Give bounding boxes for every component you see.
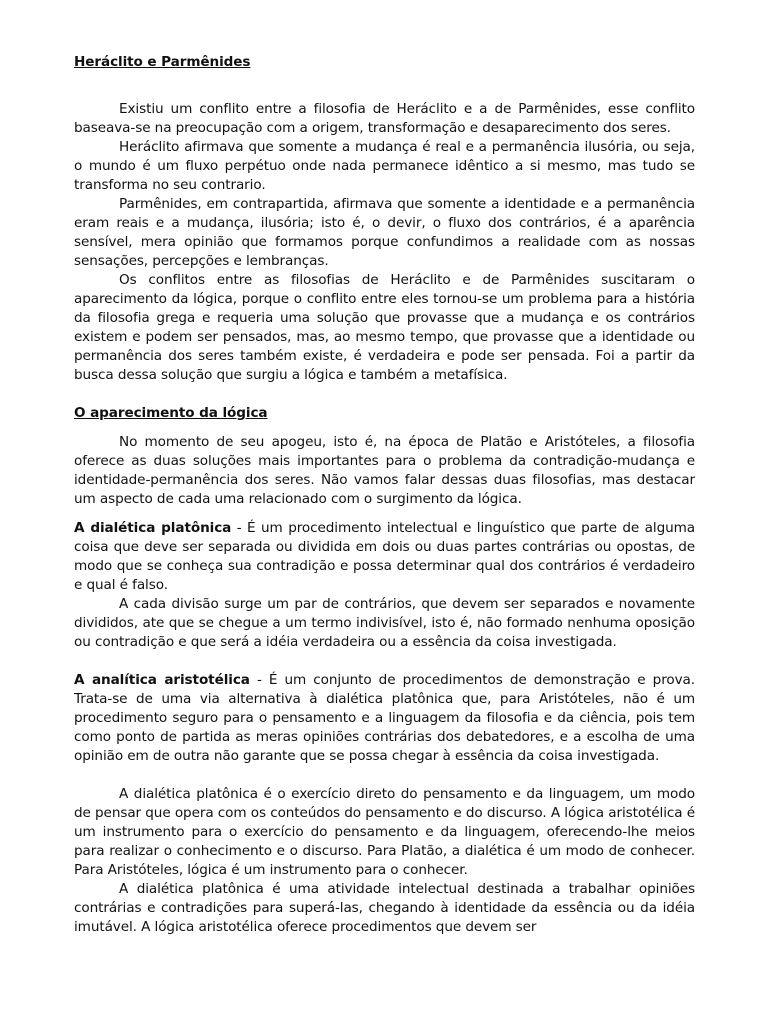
term-analitica-aristotelica: A analítica aristotélica — [74, 672, 250, 688]
paragraph: Existiu um conflito entre a filosofia de Heráclito e a de Parmênides, esse conflito baseava-se na preocupação com a origem, transformação e desaparecimento dos seres. — [74, 101, 695, 136]
paragraph-analitica-aristotelica — [74, 671, 695, 766]
paragraph: No momento de seu apogeu, isto é, na época de Platão e Aristóteles, a filosofia oferece as duas soluções mais importantes para o problema da contradição-mudança e identidade-permanência dos seres. Não vamos falar dessas duas filosofias, mas destacar um aspecto de cada uma relacionado com o surgimento da lógica. — [74, 434, 695, 507]
paragraph: Parmênides, em contrapartida, afirmava que somente a identidade e a permanência eram reais e a mudança, ilusória; isto é, o devir, o fluxo dos contrários, é a aparência sensível, mera opinião que formamos porque confundimos a realidade com as nossas sensações, percepções e lembranças. — [74, 196, 695, 269]
paragraph: Heráclito afirmava que somente a mudança é real e a permanência ilusória, ou seja, o mundo é um fluxo perpétuo onde nada permanece idêntico a si mesmo, mas tudo se transforma no seu contrario. — [74, 139, 695, 193]
paragraph: A dialética platônica é uma atividade intelectual destinada a trabalhar opiniões contrárias e contradições para superá-las, chegando à identidade da essência ou da idéia imutável. A lógica aristotélica oferece procedimentos que devem ser — [74, 881, 695, 935]
paragraph: A cada divisão surge um par de contrários, que devem ser separados e novamente divididos, ate que se chegue a um termo indivisível, isto é, não formado nenhuma oposição ou contradição e que será a idéia verdadeira ou a essência da coisa investigada. — [74, 596, 695, 650]
term-dialetica-platonica: A dialética platônica — [74, 520, 232, 536]
paragraph-dialetica-platonica — [74, 519, 695, 595]
definition-text: - É um conjunto de procedimentos de demonstração e prova. Trata-se de uma via alternativa à dialética platônica que, para Aristóteles, não é um procedimento seguro para o pensamento e a linguagem da filosofia e da ciência, pois tem como ponto de partida as meras opiniões contrárias dos debatedores, e a escolha de uma opinião em de outra não garante que se possa chegar à essência da coisa investigada. — [74, 672, 695, 764]
paragraph: A dialética platônica é o exercício direto do pensamento e da linguagem, um modo de pensar que opera com os conteúdos do pensamento e do discurso. A lógica aristotélica é um instrumento para o exercício do pensamento e da linguagem, oferecendo-lhe meios para realizar o conhecimento e o discurso. Para Platão, a dialética é um modo de conhecer. Para Aristóteles, lógica é um instrumento para o conhecer. — [74, 786, 695, 878]
paragraph: Os conflitos entre as filosofias de Heráclito e de Parmênides suscitaram o aparecimento da lógica, porque o conflito entre eles tornou-se um problema para a história da filosofia grega e requeria uma solução que provasse que a mudança e os contrários existem e podem ser pensados, mas, ao mesmo tempo, que provasse que a identidade ou permanência dos seres também existe, é verdadeira e pode ser pensada. Foi a partir da busca dessa solução que surgiu a lógica e também a metafísica. — [74, 272, 695, 383]
section-heading-heraclito-parmenides: Heráclito e Parmênides — [74, 54, 251, 70]
section-heading-aparecimento-logica: O aparecimento da lógica — [74, 405, 268, 421]
document-body — [74, 53, 695, 937]
definition-text: - É um procedimento intelectual e linguístico que parte de alguma coisa que deve ser separada ou dividida em dois ou duas partes contrárias ou opostas, de modo que se conheça sua contradição e possa determinar qual dos contrários é verdadeiro e qual é falso. — [74, 520, 695, 593]
